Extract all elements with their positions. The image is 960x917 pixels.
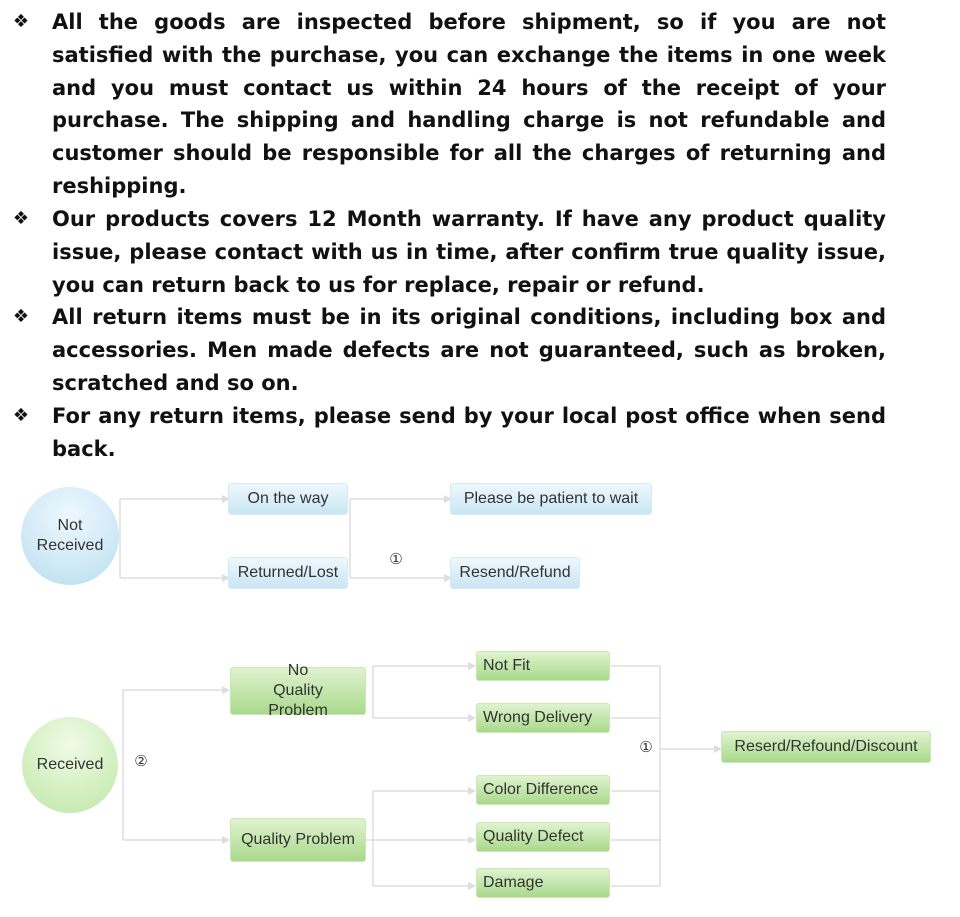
bullet-icon: ❖ [12,11,30,32]
not-fit-node: Not Fit [476,651,610,681]
wrong-delivery-node: Wrong Delivery [476,703,610,733]
on-the-way-node: On the way [228,483,348,515]
outcome-node: Reserd/Refound/Discount [721,731,931,763]
not-received-node [21,487,119,585]
quality-defect-node: Quality Defect [476,822,610,852]
damage-node: Damage [476,868,610,898]
policy-item-shipping: For any return items, please send by your local post office when send back. [52,404,886,461]
bullet-icon: ❖ [12,208,30,229]
final-step-marker: ① [639,738,653,756]
quality-problem-node: Quality Problem [230,818,366,862]
step-two-marker: ② [134,752,148,770]
bullet-icon: ❖ [12,306,30,327]
step-one-marker: ① [389,550,403,568]
policy-item-inspection: All the goods are inspected before shipment, so if you are not satisfied with the purchase, you can exchange the items in one week and you must contact us within 24 hours of the receipt of your purchase. The shipping and handling charge is not refundable and customer should be responsible for all the charges of returning and reshipping. [52,10,886,198]
resend-refund-node: Resend/Refund [450,557,580,589]
please-wait-node: Please be patient to wait [450,483,652,515]
not-received-label: Not Received [36,517,104,554]
returned-lost-node: Returned/Lost [228,557,348,589]
policy-item-conditions: All return items must be in its original conditions, including box and accessories. Men made defects are not guaranteed, such as broken, scratched and so on. [52,305,886,395]
policy-item-warranty: Our products covers 12 Month warranty. If have any product quality issue, please contact with us in time, after confirm true quality issue, you can return back to us for replace, repair or refund. [52,207,886,297]
color-difference-node: Color Difference [476,775,610,805]
no-quality-problem-label: No Quality Problem [268,662,328,719]
received-node: Received [22,717,118,813]
no-quality-problem-node [230,662,366,719]
bullet-icon: ❖ [12,405,30,426]
